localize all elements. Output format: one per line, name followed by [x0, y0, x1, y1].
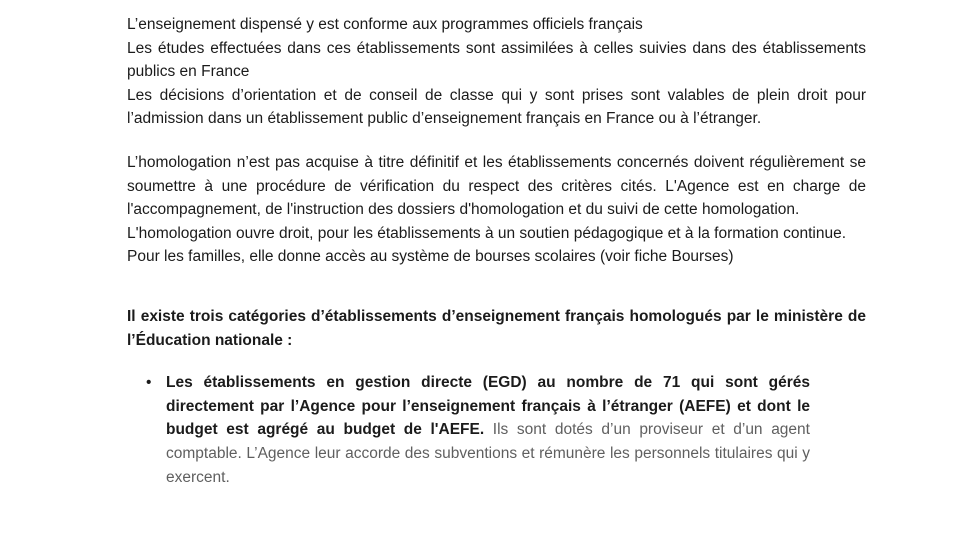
paragraph-decisions: Les décisions d’orientation et de conseil de classe qui y sont prises sont valables de plein droit pour l’admission dans un établissement public d’enseignement français en France ou à l’étranger. [127, 86, 866, 128]
paragraph-familles-bourses: Pour les familles, elle donne accès au système de bourses scolaires (voir fiche Bourses) [127, 248, 734, 266]
bullet-text [166, 371, 810, 489]
bullet-bold-text: Les établissements en gestion directe (EGD) au nombre de 71 qui sont gérés directement par l’Agence pour l’enseignement français à l’étranger (AEFE) et dont le budget est agrégé au budget de l'AEFE. [166, 374, 810, 439]
bullet-item-egd [146, 371, 810, 489]
section-heading-categories: Il existe trois catégories d’établissements d’enseignement français homologués par le ministère de l’Éducation nationale : [127, 307, 866, 349]
bullet-marker-icon: • [146, 374, 152, 392]
bullet-gray-text: Ils sont dotés d’un proviseur et d’un agent comptable. L’Agence leur accorde des subventions et rémunère les personnels titulaires qui y exercent. [166, 421, 810, 486]
paragraph-conforme: L’enseignement dispensé y est conforme aux programmes officiels français [127, 16, 643, 33]
paragraph-homologation-definitif: L’homologation n’est pas acquise à titre définitif et les établissements concernés doivent régulièrement se soumettre à une procédure de vérification du respect des critères cités. L'Agence est en charge de l'accompagnement, de l'instruction des dossiers d'homologation et du suivi de cette homologation. [127, 153, 866, 219]
paragraph-etudes: Les études effectuées dans ces établissements sont assimilées à celles suivies dans des établissements publics en France [127, 39, 866, 81]
paragraph-homologation-droit: L'homologation ouvre droit, pour les établissements à un soutien pédagogique et à la formation continue. [127, 224, 847, 242]
text-column [127, 13, 866, 489]
